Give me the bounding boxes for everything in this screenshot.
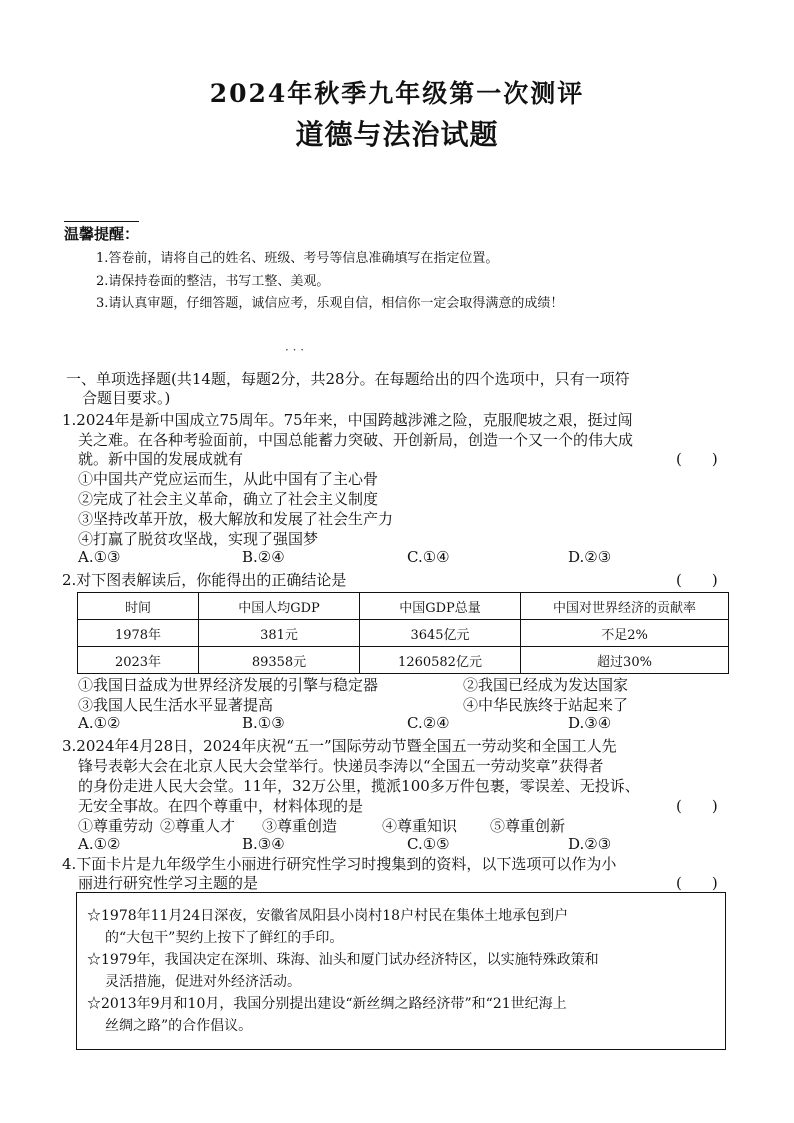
- q4-answer-bracket[interactable]: ( ): [676, 874, 718, 892]
- q2-option-c[interactable]: C.②④: [407, 714, 450, 732]
- q1-option-b[interactable]: B.②④: [242, 548, 285, 566]
- card-line: ☆2013年9月和10月，我国分别提出建设“新丝绸之路经济带”和“21世纪海上: [87, 996, 567, 1012]
- q1-stem: 关之难。在各种考验面前，中国总能蓄力突破、开创新局，创造一个又一个的伟大成: [78, 431, 634, 449]
- table-cell: 不足2%: [521, 620, 729, 647]
- table-cell: 超过30%: [521, 647, 729, 674]
- q2-option-a[interactable]: A.①②: [78, 714, 121, 732]
- card-line: 丝绸之路”的合作倡议。: [105, 1018, 253, 1034]
- q2-statement: ①我国日益成为世界经济发展的引擎与稳定器: [78, 676, 379, 694]
- q1-statement: ④打赢了脱贫攻坚战，实现了强国梦: [78, 530, 319, 548]
- table-cell: 1978年: [78, 620, 199, 647]
- q3-answer-bracket[interactable]: ( ): [676, 797, 718, 815]
- tip-item: 3.请认真审题，仔细答题，诚信应考，乐观自信，相信你一定会取得满意的成绩！: [96, 296, 564, 311]
- table-cell: 3645亿元: [360, 620, 521, 647]
- q4-stem: 丽进行研究性学习主题的是: [78, 874, 259, 892]
- table-header: 时间: [78, 593, 199, 620]
- q1-stem: 1.2024年是新中国成立75周年。75年来，中国跨越涉滩之险，克服爬坡之艰，挺过闯: [62, 411, 633, 429]
- q3-statement: ④尊重知识: [382, 817, 458, 835]
- card-line: 灵活措施，促进对外经济活动。: [105, 974, 301, 990]
- gdp-table: [77, 592, 729, 674]
- q2-statement: ②我国已经成为发达国家: [463, 676, 629, 694]
- q2-option-b[interactable]: B.①③: [242, 714, 285, 732]
- table-header: 中国人均GDP: [199, 593, 360, 620]
- table-cell: 381元: [199, 620, 360, 647]
- q3-statement: ③尊重创造: [262, 817, 338, 835]
- table-cell: 2023年: [78, 647, 199, 674]
- q2-statement: ③我国人民生活水平显著提高: [78, 696, 274, 714]
- q3-stem: 3.2024年4月28日，2024年庆祝“五一”国际劳动节暨全国五一劳动奖和全国工人先: [62, 737, 617, 755]
- q2-answer-bracket[interactable]: ( ): [676, 571, 718, 589]
- table-header-row: [78, 593, 729, 620]
- tip-item: 2.请保持卷面的整洁，书写工整、美观。: [96, 274, 330, 289]
- q2-stem: 2.对下图表解读后，你能得出的正确结论是: [62, 571, 347, 589]
- table-header: 中国对世界经济的贡献率: [521, 593, 729, 620]
- section-heading-cont: 合题目要求。): [82, 389, 171, 407]
- q3-stem: 锋号表彰大会在北京人民大会堂举行。快递员李涛以“全国五一劳动奖章”获得者: [78, 757, 604, 775]
- q3-option-d[interactable]: D.②③: [568, 835, 612, 853]
- q1-option-a[interactable]: A.①③: [78, 548, 121, 566]
- tip-item: 1.答卷前，请将自己的姓名、班级、考号等信息准确填写在指定位置。: [96, 251, 499, 266]
- q3-option-a[interactable]: A.①②: [78, 835, 121, 853]
- q3-statement: ②尊重人才: [160, 817, 236, 835]
- subject-title: 道德与法治试题: [295, 118, 499, 151]
- q3-option-c[interactable]: C.①⑤: [407, 835, 450, 853]
- table-cell: 1260582亿元: [360, 647, 521, 674]
- stray-marks: · · ·: [285, 343, 305, 357]
- tips-heading: 温馨提醒：: [64, 221, 139, 244]
- table-cell: 89358元: [199, 647, 360, 674]
- card-line: ☆1978年11月24日深夜，安徽省凤阳县小岗村18户村民在集体土地承包到户: [87, 908, 569, 924]
- section-heading: 一、单项选择题(共14题，每题2分，共28分。在每题给出的四个选项中，只有一项符: [66, 370, 630, 388]
- q1-statement: ②完成了社会主义革命，确立了社会主义制度: [78, 490, 379, 508]
- exam-title: 2024年秋季九年级第一次测评: [209, 79, 585, 108]
- q1-statement: ①中国共产党应运而生，从此中国有了主心骨: [78, 470, 379, 488]
- q3-statement: ①尊重劳动: [78, 817, 154, 835]
- table-header: 中国GDP总量: [360, 593, 521, 620]
- q1-stem: 就。新中国的发展成就有: [78, 450, 244, 468]
- q2-option-d[interactable]: D.③④: [568, 714, 612, 732]
- table-row: [78, 647, 729, 674]
- q4-material-card: [76, 892, 726, 1050]
- q1-option-d[interactable]: D.②③: [568, 548, 612, 566]
- q3-stem: 的身份走进人民大会堂。11年，32万公里，揽派100多万件包裹，零误差、无投诉、: [78, 777, 640, 795]
- q3-stem: 无安全事故。在四个尊重中，材料体现的是: [78, 797, 364, 815]
- q1-option-c[interactable]: C.①④: [407, 548, 450, 566]
- q1-answer-bracket[interactable]: ( ): [676, 450, 718, 468]
- card-line: ☆1979年，我国决定在深圳、珠海、汕头和厦门试办经济特区，以实施特殊政策和: [87, 952, 599, 968]
- table-row: [78, 620, 729, 647]
- card-line: 的“大包干”契约上按下了鲜红的手印。: [105, 930, 344, 946]
- q1-statement: ③坚持改革开放，极大解放和发展了社会生产力: [78, 510, 394, 528]
- q2-statement: ④中华民族终于站起来了: [463, 696, 629, 714]
- q3-statement: ⑤尊重创新: [490, 817, 566, 835]
- q3-option-b[interactable]: B.③④: [242, 835, 285, 853]
- q4-stem: 4.下面卡片是九年级学生小丽进行研究性学习时搜集到的资料，以下选项可以作为小: [62, 855, 617, 873]
